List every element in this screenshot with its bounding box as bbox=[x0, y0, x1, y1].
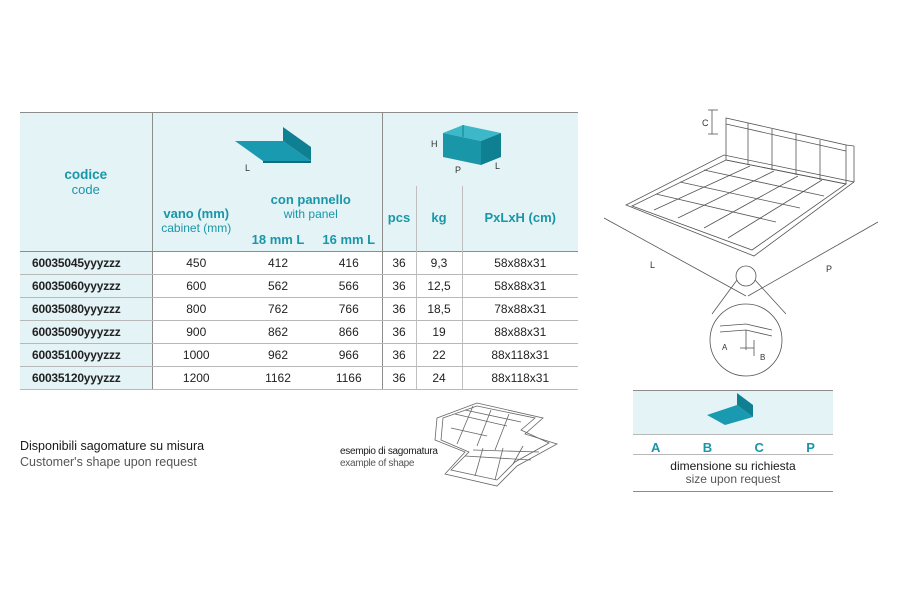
panel-header: con pannello with panel bbox=[270, 192, 351, 221]
row-p18: 1162 bbox=[240, 366, 316, 389]
shelf-icon bbox=[153, 113, 383, 181]
row-p18: 762 bbox=[240, 297, 316, 320]
row-pcs: 36 bbox=[382, 297, 416, 320]
row-vano: 450 bbox=[152, 251, 240, 274]
row-dims: 78x88x31 bbox=[462, 297, 578, 320]
row-vano: 900 bbox=[152, 320, 240, 343]
row-kg: 19 bbox=[416, 320, 462, 343]
letter-b: B bbox=[702, 440, 713, 455]
custom-shape-en: Customer's shape upon request bbox=[20, 455, 197, 469]
row-pcs: 36 bbox=[382, 320, 416, 343]
row-kg: 12,5 bbox=[416, 274, 462, 297]
row-p16: 866 bbox=[316, 320, 382, 343]
row-code: 60035120yyyzzz bbox=[20, 366, 152, 389]
row-code: 60035080yyyzzz bbox=[20, 297, 152, 320]
svg-text:C: C bbox=[702, 118, 709, 128]
row-p18: 562 bbox=[240, 274, 316, 297]
dimension-it: dimensione su richiesta bbox=[670, 459, 796, 473]
row-p16: 416 bbox=[316, 251, 382, 274]
row-vano: 800 bbox=[152, 297, 240, 320]
custom-shape-note bbox=[20, 438, 204, 470]
example-label bbox=[340, 446, 438, 470]
pcs-header: pcs bbox=[382, 186, 416, 251]
row-p18: 962 bbox=[240, 343, 316, 366]
row-dims: 58x88x31 bbox=[462, 251, 578, 274]
dimension-en: size upon request bbox=[685, 472, 781, 486]
table-row bbox=[20, 343, 578, 366]
row-vano: 1200 bbox=[152, 366, 240, 389]
product-table bbox=[20, 112, 578, 390]
dimension-box bbox=[633, 390, 833, 492]
row-p16: 766 bbox=[316, 297, 382, 320]
row-dims: 88x118x31 bbox=[462, 366, 578, 389]
table-row bbox=[20, 320, 578, 343]
svg-text:P: P bbox=[454, 165, 461, 175]
row-dims: 58x88x31 bbox=[462, 274, 578, 297]
svg-text:L: L bbox=[650, 260, 656, 270]
row-code: 60035045yyyzzz bbox=[20, 251, 152, 274]
shelf-small-icon bbox=[633, 391, 833, 435]
svg-text:H: H bbox=[430, 139, 437, 149]
table-row bbox=[20, 366, 578, 389]
cabinet-header: vano (mm) cabinet (mm) bbox=[152, 186, 240, 251]
svg-text:P: P bbox=[826, 264, 833, 274]
row-dims: 88x118x31 bbox=[462, 343, 578, 366]
row-dims: 88x88x31 bbox=[462, 320, 578, 343]
row-code: 60035060yyyzzz bbox=[20, 274, 152, 297]
kg-header: kg bbox=[416, 186, 462, 251]
row-p18: 412 bbox=[240, 251, 316, 274]
svg-text:B: B bbox=[760, 353, 766, 362]
dimension-text bbox=[633, 455, 833, 486]
panel-18-header: 18 mm L bbox=[251, 231, 305, 247]
dims-header: PxLxH (cm) bbox=[462, 186, 578, 251]
letter-c: C bbox=[754, 440, 764, 455]
example-en: example of shape bbox=[340, 458, 415, 469]
row-vano: 600 bbox=[152, 274, 240, 297]
row-pcs: 36 bbox=[382, 343, 416, 366]
row-p16: 1166 bbox=[316, 366, 382, 389]
table-row bbox=[20, 297, 578, 320]
row-kg: 24 bbox=[416, 366, 462, 389]
letter-a: A bbox=[651, 440, 661, 455]
panel-16-header: 16 mm L bbox=[322, 231, 376, 247]
code-header: codice code bbox=[20, 113, 152, 252]
row-p16: 966 bbox=[316, 343, 382, 366]
row-pcs: 36 bbox=[382, 274, 416, 297]
row-kg: 18,5 bbox=[416, 297, 462, 320]
example-it: esempio di sagomatura bbox=[340, 446, 438, 457]
row-vano: 1000 bbox=[152, 343, 240, 366]
shelf-icon-cell bbox=[152, 113, 382, 187]
table-row bbox=[20, 251, 578, 274]
row-pcs: 36 bbox=[382, 251, 416, 274]
dimension-icon-cell bbox=[633, 391, 833, 435]
box-icon-cell bbox=[382, 113, 578, 187]
letter-p: P bbox=[806, 440, 815, 455]
row-kg: 22 bbox=[416, 343, 462, 366]
shelf-perspective-drawing bbox=[596, 100, 886, 378]
row-code: 60035090yyyzzz bbox=[20, 320, 152, 343]
row-p16: 566 bbox=[316, 274, 382, 297]
row-code: 60035100yyyzzz bbox=[20, 343, 152, 366]
table-row bbox=[20, 274, 578, 297]
svg-text:A: A bbox=[722, 343, 728, 352]
svg-text:L: L bbox=[244, 163, 250, 173]
row-pcs: 36 bbox=[382, 366, 416, 389]
row-kg: 9,3 bbox=[416, 251, 462, 274]
example-shape-drawing bbox=[425, 400, 565, 492]
custom-shape-it: Disponibili sagomature su misura bbox=[20, 439, 205, 453]
row-p18: 862 bbox=[240, 320, 316, 343]
svg-text:L: L bbox=[494, 161, 500, 171]
box-icon bbox=[383, 113, 579, 181]
dimension-letters bbox=[633, 435, 833, 455]
